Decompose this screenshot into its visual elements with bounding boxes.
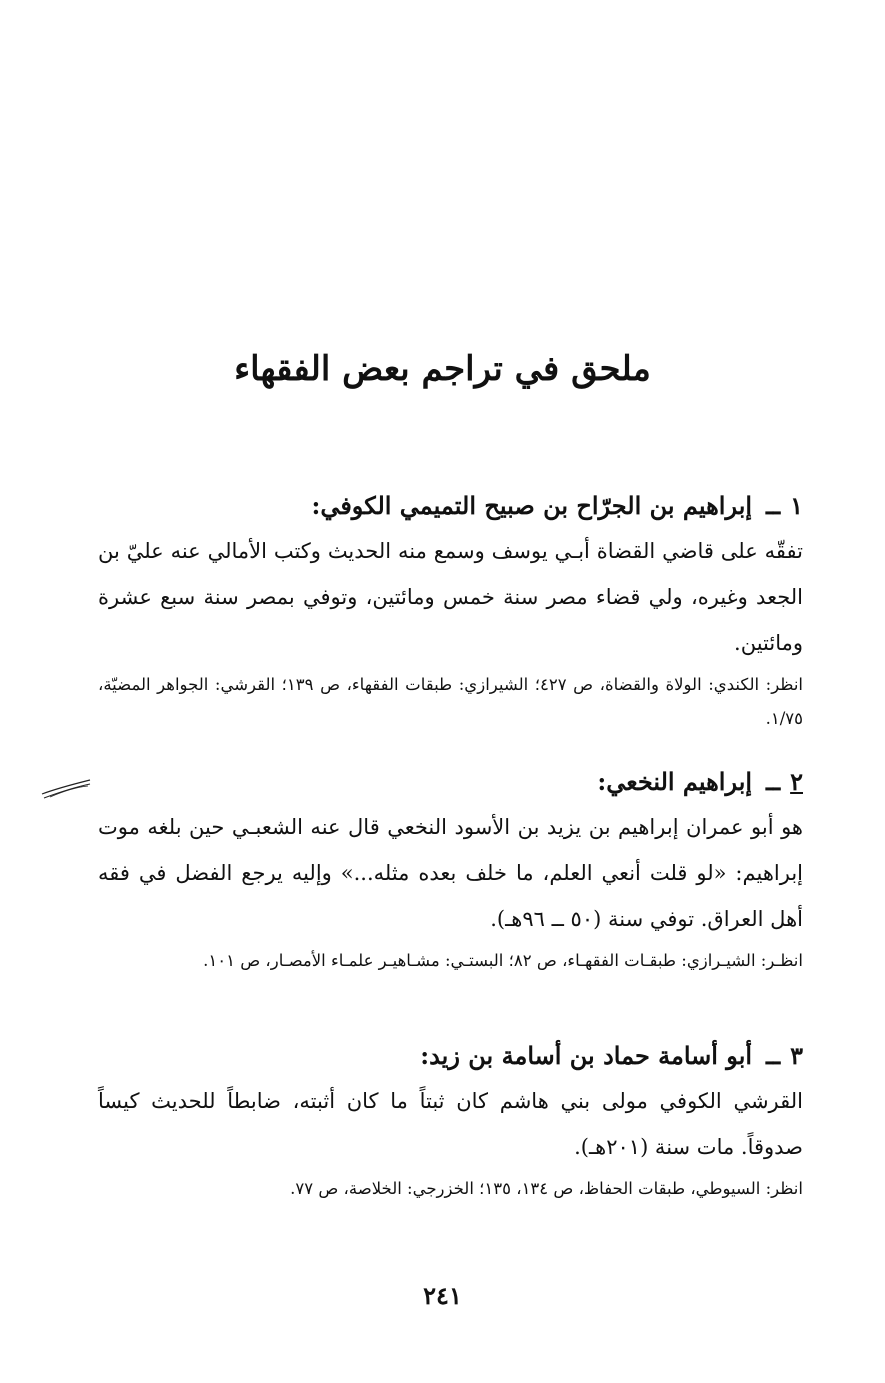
entry-dash: ــ: [766, 491, 781, 520]
entry-number: ٢: [790, 767, 803, 796]
entry-dash: ــ: [766, 1041, 781, 1070]
page-title: ملحق في تراجم بعض الفقهاء: [234, 349, 651, 389]
entry-name: إبراهيم بن الجرّاح بن صبيح التميمي الكوفي:: [311, 491, 753, 520]
entry-body: تفقّه على قاضي القضاة أبـي يوسف وسمع منه الحديث وكتب الأمالي عنه عليّ بن الجعد وغيره، ولي قضاء مصر سنة خمس ومائتين، وتوفي بمصر سنة سبع عشرة ومائتين.: [98, 539, 803, 655]
entry-name: أبو أسامة حماد بن أسامة بن زيد:: [420, 1041, 753, 1070]
page-number: ٢٤١: [423, 1281, 462, 1310]
entry-2: [98, 764, 803, 978]
entry-reference: انظر: السيوطي، طبقات الحفاظ، ص ١٣٤، ١٣٥؛ الخزرجي: الخلاصة، ص ٧٧.: [290, 1179, 803, 1198]
entry-name: إبراهيم النخعي:: [597, 767, 753, 796]
entry-3: [98, 1038, 803, 1206]
entry-number: ١: [790, 491, 803, 520]
entry-body: القرشي الكوفي مولى بني هاشم كان ثبتاً ما كان أثبته، ضابطاً للحديث كيساً صدوقاً. مات سنة (٢٠١هـ).: [98, 1089, 803, 1159]
entry-reference: انظـر: الشيـرازي: طبقـات الفقهـاء، ص ٨٢؛ البستـي: مشـاهيـر علمـاء الأمصـار، ص ١٠١.: [203, 951, 803, 970]
entry-heading: [98, 764, 803, 800]
entry-heading: [98, 488, 803, 524]
pen-mark-icon: [40, 778, 92, 800]
entry-dash: ــ: [766, 767, 781, 796]
entry-number: ٣: [790, 1041, 803, 1070]
entry-reference: انظر: الكندي: الولاة والقضاة، ص ٤٢٧؛ الشيرازي: طبقات الفقهاء، ص ١٣٩؛ القرشي: الجواهر المضيّة، ١/٧٥.: [98, 675, 804, 728]
entry-1: [98, 488, 803, 736]
entry-heading: [98, 1038, 803, 1074]
entry-body: هو أبو عمران إبراهيم بن يزيد بن الأسود النخعي قال عنه الشعبـي حين بلغه موت إبراهيم: «لو قلت أنعي العلم، ما خلف بعده مثله...» وإليه يرجع الفضل في فقه أهل العراق. توفي سنة (٥٠ ــ ٩٦هـ).: [98, 815, 803, 931]
